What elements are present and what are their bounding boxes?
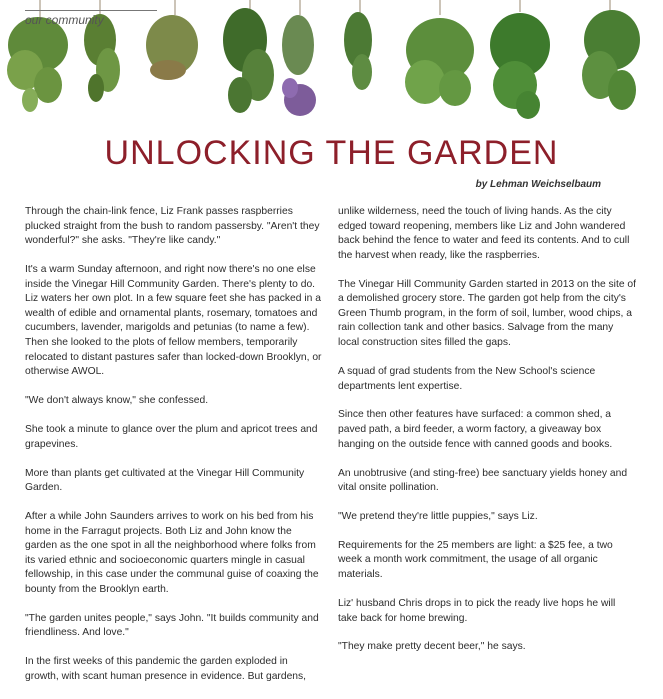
paragraph: Through the chain-link fence, Liz Frank passes raspberries plucked straight from the bush to random passersby. "Aren't they wonderful?" she asks. "They're like candy.": [25, 206, 320, 247]
left-column: [25, 205, 323, 699]
paragraph: "They make pretty decent beer," he says.: [338, 641, 526, 653]
paragraph: An unobtrusive (and sting-free) bee sanctuary yields honey and vital onsite pollination.: [338, 467, 628, 494]
article-byline: by Lehman Weichselbaum: [475, 179, 601, 190]
paragraph: In the first weeks of this pandemic the garden exploded in growth, with scant human presence in evidence. But gardens,: [25, 656, 307, 682]
herb-bundle-7: [582, 0, 640, 110]
herb-bundle-4: [223, 0, 274, 113]
herb-bundle-5: [344, 0, 372, 90]
paragraph: Since then other features have surfaced: a common shed, a paved path, a bird feeder, a worm factory, a giveaway box hanging on the outside fence with canned goods and books.: [338, 409, 613, 450]
section-label: our community: [25, 10, 157, 27]
herb-bundle-sage: [405, 0, 474, 106]
herb-bundle-6: [490, 0, 550, 119]
herb-bundle-lavender: [282, 0, 316, 116]
paragraph: Liz' husband Chris drops in to pick the ready live hops he will take back for home brewing.: [338, 597, 616, 624]
paragraph: "The garden unites people," says John. "It builds community and friendliness. And love.": [25, 612, 319, 639]
paragraph: She took a minute to glance over the plum and apricot trees and grapevines.: [25, 424, 318, 450]
right-column: [338, 205, 636, 669]
paragraph: The Vinegar Hill Community Garden started in 2013 on the site of a demolished grocery store. The garden got help from the city's Green Thumb program, in the form of soil, lumber, wood chips, a rain collection tank and other basics. Salvage from the many local construction sites filled the gaps.: [338, 278, 637, 349]
paragraph: It's a warm Sunday afternoon, and right now there's no one else inside the Vinegar Hill Community Garden. There's plenty to do. Liz waters her own plot. In a few square feet she has packed in a wealth of edible and ornamental plants, rosemary, tomatoes and cucumbers, lavender, marigolds and petunias (to name a few). Then she looked to the plots of fellow members, temporarily relocated to distant pastures safer than locked-down Brooklyn, or otherwise AWOL.: [25, 264, 322, 378]
paragraph: More than plants get cultivated at the Vinegar Hill Community Garden.: [25, 467, 305, 494]
paragraph: Requirements for the 25 members are light: a $25 fee, a two week a month work commitment, the usage of all organic materials.: [338, 539, 613, 581]
paragraph: "We pretend they're little puppies," says Liz.: [338, 510, 538, 522]
paragraph: "We don't always know," she confessed.: [25, 395, 209, 407]
paragraph: After a while John Saunders arrives to work on his bed from his home in the Farragut projects. Both Liz and John know the garden as the one spot in all the neighborhood where folks from its varied ethnic and socioeconomic quarters mingle in casual fellowship, in this case under the communal guise of coaxing the bounty from the Brooklyn earth.: [25, 510, 319, 595]
paragraph: A squad of grad students from the New School's science departments lent expertise.: [338, 365, 596, 392]
article-title: UNLOCKING THE GARDEN: [104, 134, 559, 172]
paragraph: unlike wilderness, need the touch of living hands. As the city edged toward reopening, members like Liz and John wandered back behind the fence to water and feed its contents. And to cull the harvest when ready, like the raspberries.: [338, 206, 630, 261]
